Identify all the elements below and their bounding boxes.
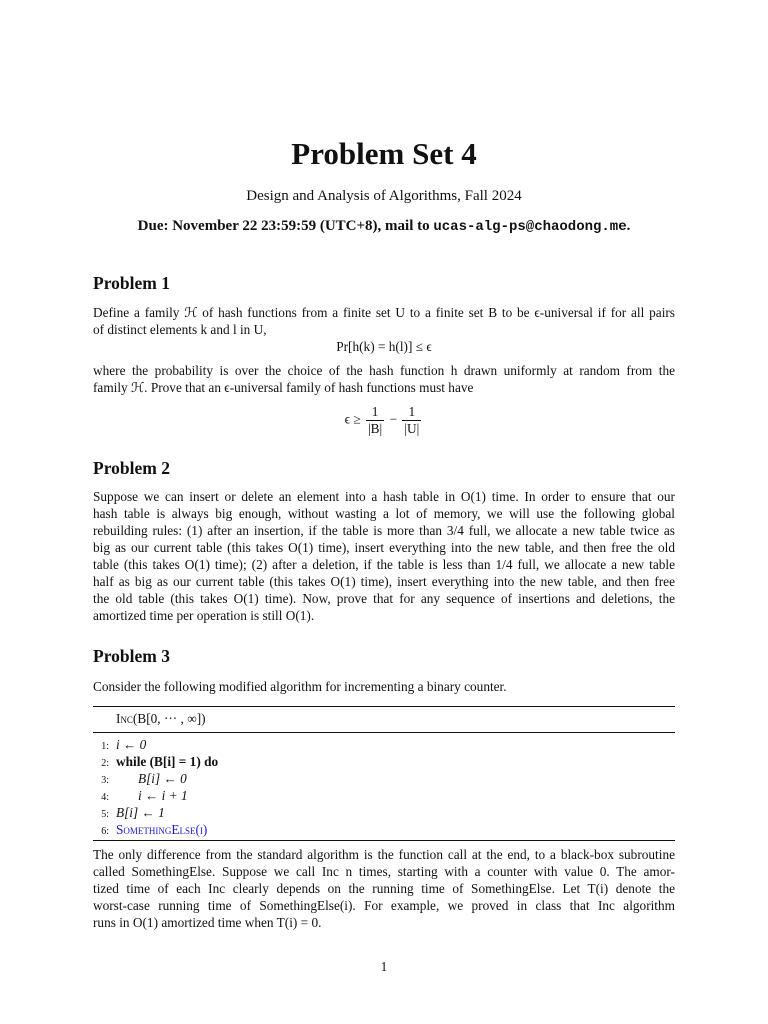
paragraph-line: Define a family ℋ of hash functions from a finite set U to a finite set B to be ϵ-universal if for all pairs [93,305,675,320]
algorithm-line [93,821,207,840]
line-code: i ← i + 1 [138,788,188,803]
line-number: 2: [101,758,109,769]
fraction-denominator: |B| [368,421,383,436]
paragraph-line: The only difference from the standard algorithm is the function call at the end, to a black-box subroutine [93,847,675,862]
paragraph-line: table (this takes O(1) time); (2) after a deletion, if the table is less than 1/4 full, we allocate a new table [93,557,675,572]
paragraph-line: rebuilding rules: (1) after an insertion, if the table is more than 3/4 full, we allocate a new table twice as [93,523,675,538]
paragraph-line: called SomethingElse. Suppose we call Inc n times, starting with a counter with value 0. The amor- [93,864,675,879]
paragraph-line: where the probability is over the choice of the hash function h drawn uniformly at random from the [93,363,675,378]
page-number: 1 [380,959,388,974]
line-number: 3: [101,775,109,786]
line-number: 1: [101,741,109,752]
paragraph-line: amortized time per operation is still O(1). [93,608,315,623]
paragraph-line: worst-case running time of SomethingElse(i). For example, we proved in class that Inc algorithm [93,898,675,913]
problem-2-heading: Problem 2 [93,458,170,478]
line-code: B[i] ← 0 [138,771,187,786]
line-number: 6: [101,826,109,837]
page-title: Problem Set 4 [291,136,477,171]
line-number: 5: [101,809,109,820]
paragraph-line: Consider the following modified algorithm for incrementing a binary counter. [93,679,507,694]
algorithm-mid-rule [93,732,675,733]
problem-3-text [93,846,675,931]
algorithm-header: Inc(B[0, ··· , ∞]) [116,711,206,726]
paragraph-line: family ℋ. Prove that an ϵ-universal family of hash functions must have [93,380,474,395]
line-number: 4: [101,792,109,803]
paragraph-line: Suppose we can insert or delete an element into a hash table in O(1) time. In order to ensure that our [93,489,675,504]
equation-bound [0,404,768,437]
paragraph-line: the old table (this takes O(1) time). Now, prove that for any sequence of insertions and deletions, the [93,591,675,606]
due-line [0,216,768,237]
fraction-1-over-u [402,404,421,437]
problem-1-heading: Problem 1 [93,273,170,293]
problem-1-text-b [93,362,675,396]
paragraph-line: half as big as our current table (this takes O(1) time), insert everything into the new table, and then free [93,574,675,589]
fraction-numerator: 1 [408,404,416,419]
equation-probability: Pr[h(k) = h(l)] ≤ ϵ [336,339,432,354]
paragraph-line: tized time of each Inc clearly depends on the running time of SomethingElse. Let T(i) denote the [93,881,675,896]
fraction-denominator: |U| [404,421,420,436]
problem-3-intro [93,678,675,695]
line-code: while (B[i] = 1) do [116,754,219,769]
paragraph-line: big as our current table (this takes O(1) time), insert everything into the new table, and then free the old [93,540,675,555]
problem-2-text [93,488,675,624]
paragraph-line: of distinct elements k and l in U, [93,322,267,337]
line-code: B[i] ← 1 [116,805,165,820]
problem-1-text-a [93,304,675,338]
fraction-1-over-b [366,404,384,437]
due-email: ucas-alg-ps@chaodong.me [433,219,627,235]
paragraph-line: runs in O(1) amortized time when T(i) = 0. [93,915,322,930]
eq-lhs: ϵ ≥ [344,411,361,427]
problem-3-heading: Problem 3 [93,646,170,666]
line-code: i ← 0 [116,737,147,752]
algorithm-top-rule [93,706,675,707]
due-text: Due: November 22 23:59:59 (UTC+8), mail to [137,218,434,234]
fraction-numerator: 1 [371,404,379,419]
paragraph-line: hash table is always big enough, without wasting a lot of memory, we will use the following global [93,506,675,521]
algorithm-bottom-rule [93,840,675,841]
eq-minus: − [389,411,398,427]
due-suffix: . [626,218,631,234]
line-code: SomethingElse(i) [116,822,208,837]
course-subtitle: Design and Analysis of Algorithms, Fall 2024 [246,188,522,204]
